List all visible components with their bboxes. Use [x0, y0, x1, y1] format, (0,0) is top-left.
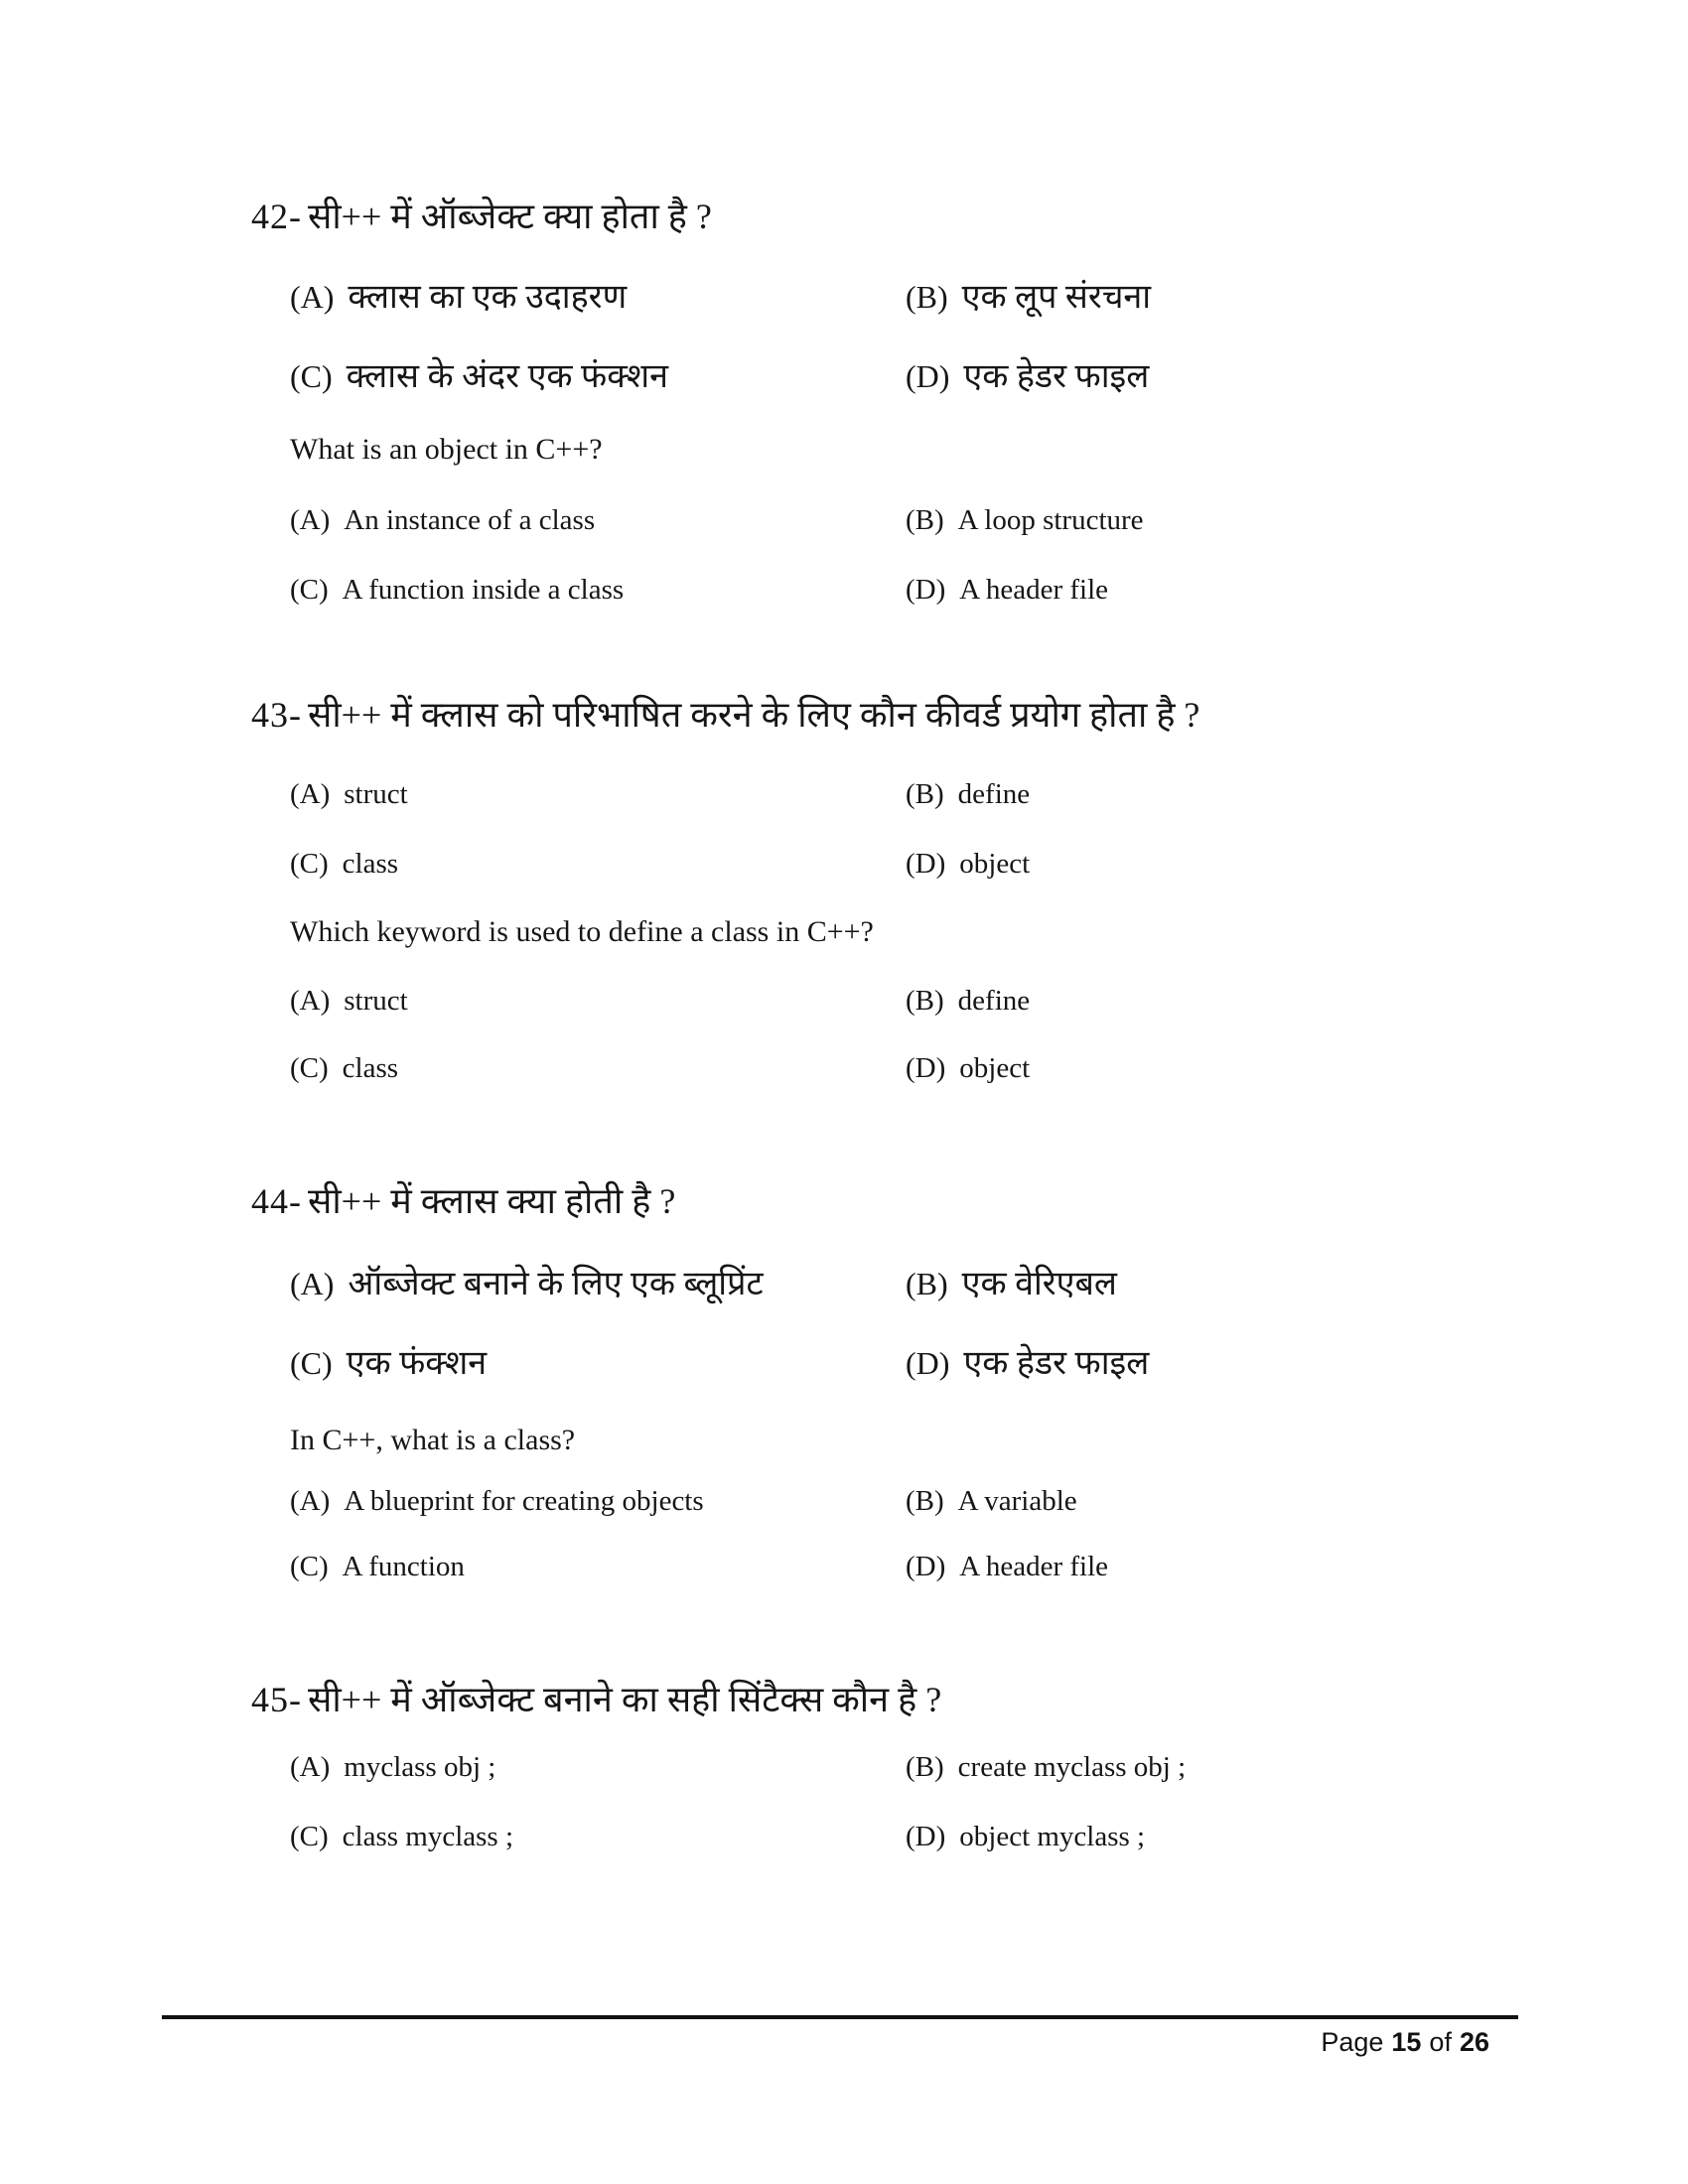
- option-label: (D): [906, 1345, 950, 1381]
- question-42-english-option-d: [906, 572, 1108, 610]
- option-text: A loop structure: [957, 504, 1144, 536]
- option-label: (D): [906, 1551, 946, 1582]
- option-label: (B): [906, 279, 948, 315]
- question-43-hindi-option-b: [906, 776, 1030, 814]
- question-45-hindi-text: सी++ में ऑब्जेक्ट बनाने का सही सिंटैक्स कौन है ?: [308, 1680, 942, 1719]
- question-43-hindi-option-c: [290, 846, 398, 884]
- option-label: (A): [290, 778, 331, 810]
- question-44-hindi-option-a: [290, 1263, 764, 1306]
- option-text: object: [959, 1052, 1031, 1084]
- option-text: class myclass ;: [342, 1821, 514, 1852]
- option-label: (A): [290, 1751, 331, 1783]
- question-45-hindi: [251, 1678, 1688, 1722]
- footer-divider-line: [162, 2015, 1518, 2019]
- option-text: An instance of a class: [344, 504, 596, 536]
- option-label: (C): [290, 1345, 333, 1381]
- option-label: (D): [906, 848, 946, 880]
- option-label: (B): [906, 504, 944, 536]
- option-label: (D): [906, 1052, 946, 1084]
- question-44-hindi-option-b: [906, 1263, 1117, 1306]
- option-text: define: [957, 985, 1031, 1017]
- question-42-hindi-option-c: [290, 355, 668, 399]
- option-text: A function inside a class: [342, 574, 625, 606]
- question-44-hindi-option-d: [906, 1342, 1149, 1386]
- question-45-option-c: [290, 1819, 513, 1856]
- option-text: class: [342, 848, 399, 880]
- option-text: struct: [344, 985, 408, 1017]
- option-label: (C): [290, 358, 333, 394]
- question-43-hindi-text: सी++ में क्लास को परिभाषित करने के लिए कौन कीवर्ड प्रयोग होता है ?: [308, 695, 1200, 735]
- question-44-hindi: [251, 1179, 1688, 1224]
- option-label: (D): [906, 358, 950, 394]
- question-42-english-option-c: [290, 572, 624, 610]
- question-42-english: [290, 431, 1688, 469]
- page-number-footer: [1321, 2027, 1489, 2058]
- option-label: (D): [906, 1821, 946, 1852]
- question-45-option-d: [906, 1819, 1145, 1856]
- option-text: क्लास के अंदर एक फंक्शन: [346, 358, 669, 395]
- option-text: एक फंक्शन: [346, 1345, 488, 1382]
- option-text: A header file: [959, 574, 1109, 606]
- question-44-english-option-a: [290, 1483, 704, 1521]
- question-45-option-a: [290, 1749, 495, 1787]
- option-text: ऑब्जेक्ट बनाने के लिए एक ब्लूप्रिंट: [348, 1266, 764, 1302]
- option-text: A blueprint for creating objects: [344, 1485, 704, 1517]
- question-44-english-option-b: [906, 1483, 1077, 1521]
- option-text: class: [342, 1052, 399, 1084]
- option-label: (A): [290, 1266, 335, 1301]
- question-42-english-option-a: [290, 502, 595, 540]
- question-43-hindi-option-a: [290, 776, 408, 814]
- option-label: (A): [290, 1485, 331, 1517]
- option-label: (C): [290, 1052, 329, 1084]
- option-text: create myclass obj ;: [957, 1751, 1187, 1783]
- question-44-english: [290, 1422, 1688, 1459]
- option-text: A header file: [959, 1551, 1109, 1582]
- option-label: (A): [290, 985, 331, 1017]
- question-42-hindi-text: सी++ में ऑब्जेक्ट क्या होता है ?: [308, 197, 712, 236]
- question-44-english-text: In C++, what is a class?: [290, 1424, 576, 1456]
- option-label: (B): [906, 1751, 944, 1783]
- option-text: myclass obj ;: [344, 1751, 496, 1783]
- option-text: एक हेडर फाइल: [963, 358, 1150, 395]
- option-label: (A): [290, 279, 335, 315]
- question-44-number: 44-: [251, 1181, 302, 1221]
- question-42-hindi-option-d: [906, 355, 1149, 399]
- question-43-english-option-a: [290, 983, 408, 1021]
- option-text: A function: [342, 1551, 465, 1582]
- question-44-english-option-d: [906, 1549, 1108, 1586]
- question-43-english-text: Which keyword is used to define a class in C++?: [290, 915, 874, 948]
- question-43-number: 43-: [251, 695, 302, 735]
- option-label: (A): [290, 504, 331, 536]
- question-44-english-option-c: [290, 1549, 465, 1586]
- question-45-number: 45-: [251, 1680, 302, 1719]
- option-text: A variable: [957, 1485, 1077, 1517]
- footer-current-page: 15: [1391, 2027, 1422, 2057]
- option-text: एक लूप संरचना: [961, 279, 1152, 316]
- option-label: (B): [906, 1266, 948, 1301]
- option-text: object: [959, 848, 1031, 880]
- option-label: (B): [906, 1485, 944, 1517]
- question-42-hindi-option-a: [290, 276, 627, 320]
- option-label: (C): [290, 1821, 329, 1852]
- footer-of-label: of: [1429, 2027, 1452, 2057]
- option-text: object myclass ;: [959, 1821, 1146, 1852]
- option-text: एक हेडर फाइल: [963, 1345, 1150, 1382]
- footer-total-pages: 26: [1459, 2027, 1489, 2057]
- question-43-english-option-b: [906, 983, 1030, 1021]
- question-42-hindi-option-b: [906, 276, 1151, 320]
- question-42-english-text: What is an object in C++?: [290, 433, 603, 466]
- question-45-option-b: [906, 1749, 1186, 1787]
- option-label: (D): [906, 574, 946, 606]
- option-text: struct: [344, 778, 408, 810]
- question-44-hindi-text: सी++ में क्लास क्या होती है ?: [308, 1181, 676, 1221]
- question-44-hindi-option-c: [290, 1342, 487, 1386]
- question-43-hindi: [251, 693, 1688, 738]
- option-label: (C): [290, 1551, 329, 1582]
- option-text: क्लास का एक उदाहरण: [348, 279, 628, 316]
- option-label: (B): [906, 985, 944, 1017]
- option-text: define: [957, 778, 1031, 810]
- question-43-english-option-c: [290, 1050, 398, 1088]
- option-text: एक वेरिएबल: [961, 1266, 1117, 1302]
- question-42-english-option-b: [906, 502, 1144, 540]
- question-42-hindi: [251, 195, 1688, 239]
- option-label: (C): [290, 848, 329, 880]
- question-43-english: [290, 913, 1688, 951]
- question-42-number: 42-: [251, 197, 302, 236]
- question-43-english-option-d: [906, 1050, 1030, 1088]
- option-label: (C): [290, 574, 329, 606]
- option-label: (B): [906, 778, 944, 810]
- footer-page-label: Page: [1321, 2027, 1384, 2057]
- question-43-hindi-option-d: [906, 846, 1030, 884]
